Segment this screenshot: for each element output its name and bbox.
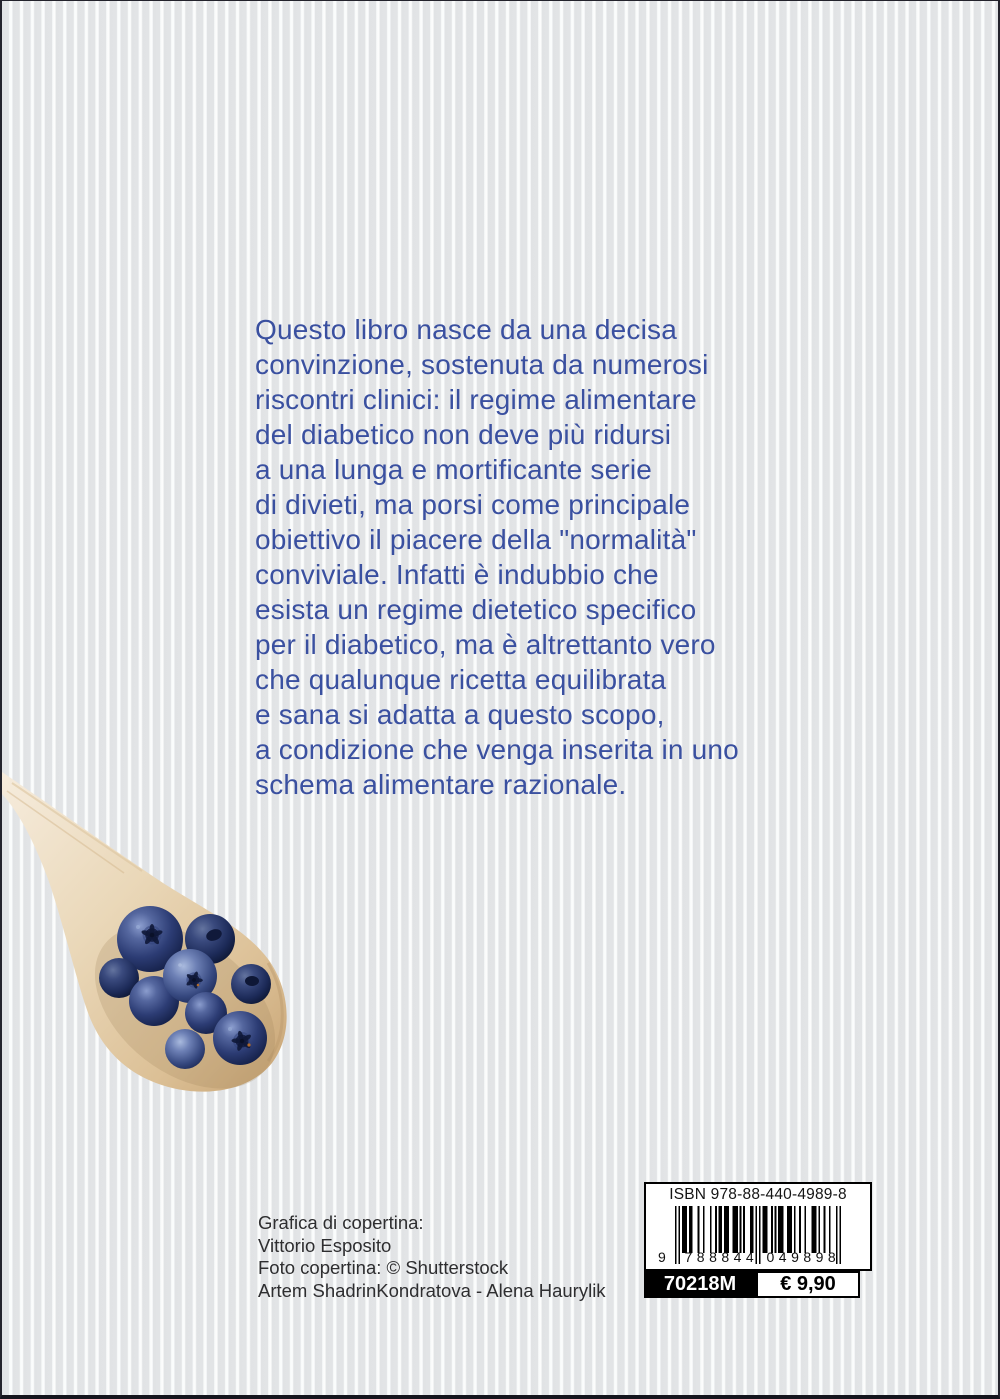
label-bottom-row (644, 1271, 860, 1298)
blurb-line: Questo libro nasce da una decisa (255, 314, 677, 345)
blurb-line: che qualunque ricetta equilibrata (255, 664, 667, 695)
blurb-line: di divieti, ma porsi come principale (255, 489, 691, 520)
isbn-box (644, 1182, 872, 1271)
credits-line: Vittorio Esposito (258, 1234, 392, 1256)
blurb-line: riscontri clinici: il regime alimentare (255, 384, 697, 415)
cover-credits (258, 1212, 606, 1302)
barcode-digit-group: 049898 (766, 1249, 841, 1265)
blurb-line: esista un regime dietetico specifico (255, 594, 697, 625)
barcode-digit-group: 9 (658, 1249, 666, 1265)
blurb-line: schema alimentare razionale. (255, 769, 627, 800)
blurb-line: del diabetico non deve più ridursi (255, 419, 672, 450)
isbn-number: ISBN 978-88-440-4989-8 (669, 1186, 847, 1203)
blurb-line: a condizione che venga inserita in uno (255, 734, 739, 765)
price-tag: € 9,90 (756, 1271, 860, 1298)
barcode-digit-group: 788844 (684, 1249, 759, 1265)
blurb-line: a una lunga e mortificante serie (255, 454, 653, 485)
credits-line: Artem ShadrinKondratova - Alena Haurylik (258, 1279, 606, 1301)
blurb-line: per il diabetico, ma è altrettanto vero (255, 629, 716, 660)
blurb-line: conviviale. Infatti è indubbio che (255, 559, 659, 590)
blurb-line: convinzione, sostenuta da numerosi (255, 349, 709, 380)
credits-line: Foto copertina: © Shutterstock (258, 1257, 509, 1278)
publisher-code: 70218M (644, 1271, 756, 1298)
barcode-label (644, 1182, 872, 1298)
back-cover-blurb (255, 312, 739, 802)
credits-line: Grafica di copertina: (258, 1212, 424, 1233)
blurb-line: e sana si adatta a questo scopo, (255, 699, 665, 730)
blurb-line: obiettivo il piacere della "normalità" (255, 524, 697, 555)
